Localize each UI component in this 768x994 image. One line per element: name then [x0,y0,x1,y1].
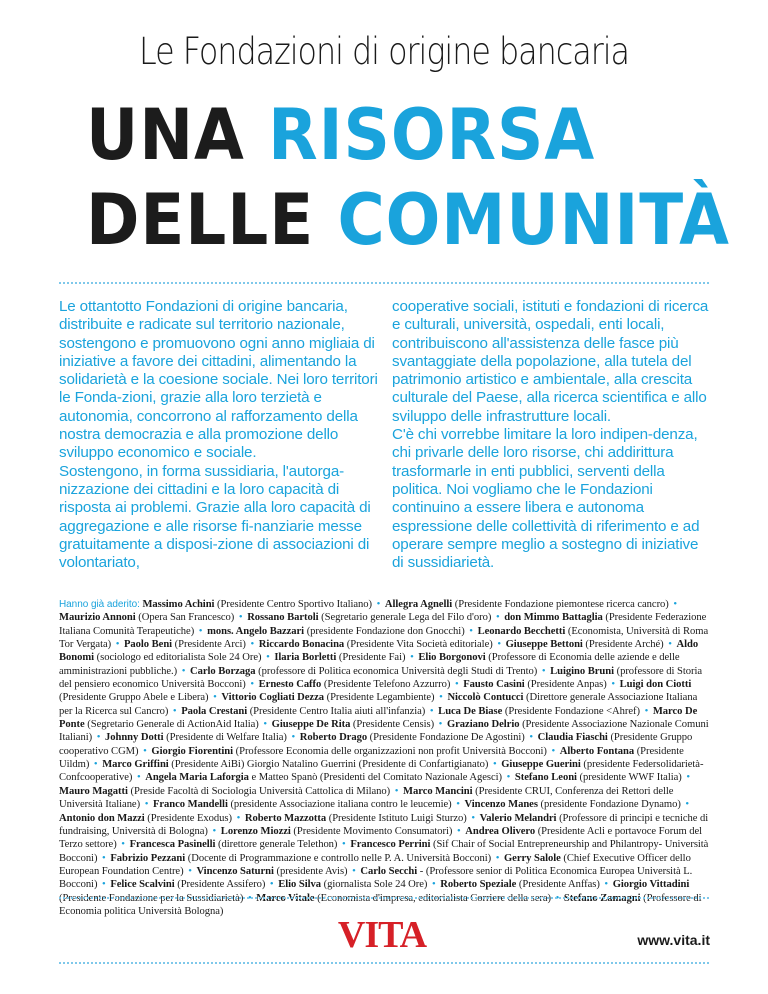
bullet-separator: • [213,692,217,704]
adherent-item [102,759,488,770]
bullet-separator: • [686,772,691,784]
website-link[interactable]: www.vita.it [637,932,710,948]
adherent-role: (Direttore generale Associazione Italiana per la Ricerca sul Cancro) [59,692,698,717]
adherent-role: (Segretario generale Lega del Filo d'oro) [321,612,492,624]
body-paragraph: Le ottantotto Fondazioni di origine bancaria, distribuite e radicate sul territorio nazionale, sostengono e promuovono ogni anno migliaia di iniziative a favore dei cittadini, alimentando la solidarietà e la coesione sociale. Nei loro territori le Fonda-zioni, grazie alla loro terzietà e autonomia, concorrono al rafforzamento della nostra democrazia e alla promozione dello sviluppo economico e sociale. [59,298,378,462]
bullet-separator: • [263,719,268,731]
adherent-role: (Presidente Fondazione De Agostini) [369,732,525,744]
bullet-separator: • [181,665,186,677]
adherent-role: (presidente Avis) [276,865,348,877]
adherent-item [110,853,491,864]
adherent-name: Stefano Zamagni [563,892,641,904]
adherent-role: e Matteo Spanò (Presidenti del Comitato Nazionale Agesci) [251,772,502,784]
adherent-role: - (Professore senior di Politica Economica Europea Università L. Bocconi) [59,865,693,891]
adherent-name: Angela Maria Laforgia [145,772,249,784]
divider-top [59,282,709,284]
bullet-separator: • [291,732,296,744]
headline-risorsa: RISORSA [268,94,596,176]
adherent-name: Vincenzo Manes [464,799,538,811]
adherents-intro: Hanno già aderito: [59,599,140,610]
bullet-separator: • [541,665,546,677]
adherent-item [190,666,537,677]
adherent-role: (Presidente Fai) [338,652,406,664]
adherent-role: (Presidente di Welfare Italia) [166,732,287,744]
bullet-separator: • [238,612,243,624]
adherent-name: Giuseppe Guerini [501,759,581,771]
adherent-item [440,879,600,890]
adherent-role: (presidente Fondazione don Gnocchi) [306,625,465,637]
adherent-name: Antonio don Mazzi [59,812,145,824]
vita-logo-icon [337,907,427,956]
adherent-name: Ilaria Borletti [274,652,337,664]
adherent-role: (presidente Fondazione Dynamo) [540,799,681,811]
adherent-name: Roberto Drago [299,732,368,744]
bullet-separator: • [250,679,255,691]
adherent-item [142,599,372,610]
adherent-name: Riccardo Bonacina [258,639,345,651]
bullet-separator: • [236,812,241,824]
adherent-name: Giorgio Fiorentini [151,745,234,757]
adherent-name: Rossano Bartoli [247,612,319,624]
bullet-separator: • [269,879,274,891]
adherent-name: Massimo Achini [142,599,215,610]
bullet-separator: • [604,879,609,891]
adherent-item [385,599,669,610]
bullet-separator: • [456,825,461,837]
bullet-separator: • [143,745,147,757]
adherent-name: Carlo Borzaga [190,665,256,677]
adherent-name: Carlo Secchi [360,865,418,877]
bullet-separator: • [495,612,500,624]
bullet-separator: • [429,705,434,717]
adherent-item [247,612,491,623]
adherent-name: Fabrizio Pezzani [110,852,186,864]
adherent-name: Luca De Biase [438,705,503,717]
bullet-separator: • [342,839,346,851]
adherent-role: (sociologo ed editorialista Sole 24 Ore) [96,652,262,664]
bullet-separator: • [376,599,381,610]
bullet-separator: • [198,625,203,637]
adherent-name: Fausto Casini [463,679,525,691]
bullet-separator: • [102,852,106,864]
adherent-name: Ernesto Caffo [258,679,322,691]
body-paragraph: cooperative sociali, istituti e fondazioni di ricerca e culturali, università, ospedali, enti locali, contribuiscono all'assistenza delle fasce più svantaggiate della popolazione, alla tutela del patrimonio artistico e ambientale, alla crescita culturale del Paese, alla ricerca scientifica e allo sviluppo delle infrastrutture locali. [392,298,709,425]
adherent-item [59,813,232,824]
bullet-separator: • [144,799,149,811]
adherent-role: (professore di Storia del pensiero economico Università Bocconi) [59,665,703,691]
adherent-role: (professore di Politica economica Università degli Studi di Trento) [258,665,538,677]
adherent-name: Felice Scalvini [110,879,175,891]
headline-comunita: COMUNITÀ [337,179,730,261]
adherent-item [259,639,493,650]
adherent-role: (Presidente Exodus) [147,812,232,824]
adherent-name: Niccolò Contucci [447,692,524,704]
adherent-item [300,732,525,743]
adherent-role: (Presidente AiBi) Giorgio Natalino Guerrini (Presidente di Confartigianato) [171,759,489,771]
bullet-separator: • [644,705,649,717]
vita-logo-text: VITA [337,914,427,956]
bullet-separator: • [102,879,106,891]
adherent-role: (presidente WWF Italia) [579,772,682,784]
adherent-item [124,639,246,650]
adherent-item [153,799,452,810]
adherent-role: (Presidente Anpas) [527,679,607,691]
adherent-role: (Presidente Movimento Consumatori) [293,825,453,837]
adherent-role: (Presidente Istituto Luigi Sturzo) [328,812,467,824]
adherent-role: (Presidente Associazione Nazionale Comuni Italiani) [59,719,709,744]
adherent-name: Maurizio Annoni [59,612,136,624]
adherent-item [245,813,467,824]
adherent-name: Paola Crestani [181,705,248,717]
adherent-name: Marco Vitale [256,892,315,904]
adherent-name: Paolo Beni [124,639,173,651]
headline-una: UNA [86,94,245,176]
adherent-item [145,772,502,783]
adherent-role: (Professore di Economia politica Università Bologna) [59,892,702,917]
adherent-role: (Presidente Fondazione per la Sussidiarietà) [59,892,244,904]
adherent-name: Elio Borgonovi [418,652,486,664]
adherent-role: (Segretario Generale di ActionAid Italia) [87,719,259,731]
bullet-separator: • [266,652,270,664]
adherent-item [59,786,390,797]
adherent-name: Gerry Salole [503,852,561,864]
adherent-name: Elio Silva [278,879,321,891]
adherent-item [151,746,546,757]
bullet-separator: • [454,679,459,691]
headline-line-2 [86,179,730,261]
body-paragraph: Sostengono, in forma sussidiaria, l'autorga-nizzazione dei cittadini e la loro capacità di risposta ai problemi. Grazie alla loro capacità di aggregazione e alle risorse fi-nanziarie messe gratuitamente a disposi-zione di associazioni di volontariato, [59,462,371,572]
headline-delle: DELLE [86,179,315,261]
adherent-role: (Professore di Economia delle aziende e delle amministrazioni pubbliche.) [59,652,680,677]
adherent-name: Alberto Fontana [559,745,635,757]
adherent-item [506,639,664,650]
adherent-item [207,626,465,637]
adherent-role: (Presidente Centro Sportivo Italiano) [217,599,373,610]
adherent-name: Francesca Pasinelli [129,839,216,851]
bullet-separator: • [172,705,177,717]
divider-footer [59,962,709,964]
adherent-item [110,879,265,890]
adherent-name: Marco Griffini [102,759,169,771]
bullet-separator: • [611,679,616,691]
adherent-role: (giornalista Sole 24 Ore) [323,879,428,891]
bullet-separator: • [495,852,500,864]
bullet-separator: • [668,639,672,651]
adherent-item [196,866,347,877]
adherent-name: Franco Mandelli [152,799,228,811]
bullet-separator: • [93,759,98,771]
adherent-role: (Opera San Francesco) [138,612,235,624]
adherent-name: Lorenzo Miozzi [220,825,291,837]
adherent-role: (Sif Chair of Social Entrepreneurship and Philantropy- Università Bocconi) [59,839,709,864]
adherent-item [130,839,338,850]
adherent-name: Giuseppe De Rita [271,719,351,731]
adherent-role: (Presidente Gruppo Abele e Libera) [59,692,209,704]
adherent-name: Luigino Bruni [550,665,614,677]
adherent-role: (Presidente Vita Società editoriale) [346,639,493,651]
divider-bottom [59,897,709,899]
body-column-left [59,298,384,572]
adherent-role: (Presidente Fondazione <Ahref) [504,705,640,717]
bullet-separator: • [529,732,534,744]
adherent-role: (Presidente Assifero) [177,879,266,891]
adherent-role: (Economista, Università di Roma Tor Vergata) [59,625,709,651]
adherent-role: (presidente Associazione italiana contro le leucemie) [230,799,452,811]
adherent-name: mons. Angelo Bazzari [207,625,305,637]
adherent-name: Claudia Fiaschi [537,732,608,744]
bullet-separator: • [247,892,252,904]
adherent-name: Vittorio Cogliati Dezza [221,692,324,704]
adherent-item [465,799,681,810]
bullet-separator: • [250,639,255,651]
adherent-name: Roberto Mazzotta [244,812,327,824]
bullet-separator: • [115,639,120,651]
adherent-role: (Chief Executive Officer dello European Foundation Centre) [59,852,691,877]
bullet-separator: • [555,892,560,904]
adherent-name: Valerio Melandri [479,812,557,824]
adherent-item [259,679,451,690]
adherent-role: (Presidente Legambiente) [326,692,435,704]
adherent-item [274,652,405,663]
body-column-right [392,298,712,572]
body-paragraph: C'è chi vorrebbe limitare la loro indipen-denza, chi privarle delle loro risorse, chi addirittura trasformarle in enti pubblici, serventi della politica. Noi vogliamo che le Fondazioni continuino a essere libera e autonoma espressione delle collettività di riferimento e ad operare sempre meglio a sostegno di iniziative di sussidiarietà. [392,426,700,572]
adherent-name: Marco Mancini [403,785,473,797]
adherent-name: Francesco Perrini [350,839,431,851]
adherents-list [59,598,711,918]
adherent-name: Andrea Olivero [465,825,536,837]
bullet-separator: • [551,745,556,757]
adherent-item [221,692,434,703]
adherent-item [272,719,434,730]
adherent-item [181,706,425,717]
adherent-name: Vincenzo Saturni [196,865,274,877]
bullet-separator: • [685,799,690,811]
bullet-separator: • [469,625,473,637]
adherent-role: (Presidente Federazione Italiana Comunità Terapeutiche) [59,612,707,637]
bullet-separator: • [438,719,443,731]
adherent-name: Johnny Dotti [104,732,164,744]
headline-line-1 [86,94,596,176]
adherent-role: (Presidente Acli e portavoce Forum del Terzo settore) [59,825,703,851]
adherent-name: don Mimmo Battaglia [504,612,603,624]
adherent-item [105,732,287,743]
bullet-separator: • [439,692,443,704]
adherent-role: (Preside Facoltà di Sociologia Università Cattolica di Milano) [130,785,391,797]
adherent-role: (Professore di principi e tecniche di fundraising, Università di Bologna) [59,812,709,837]
adherent-name: Marco De Ponte [59,705,698,731]
adherent-role: (Presidente Arché) [585,639,664,651]
bullet-separator: • [506,772,511,784]
bullet-separator: • [431,879,436,891]
adherent-item [221,826,453,837]
adherent-item [438,706,640,717]
bullet-separator: • [456,799,460,811]
adherent-role: (Presidente Fondazione piemontese ricerca cancro) [454,599,669,610]
adherent-role: (Economista d'impresa, editorialista Corriere della sera) [317,892,551,904]
bullet-separator: • [96,732,101,744]
adherent-role: (presidente Federsolidarietà-Confcooperative) [59,759,704,784]
adherent-name: Allegra Agnelli [384,599,453,610]
adherent-role: (Professore Economia delle organizzazioni non profit Università Bocconi) [235,745,547,757]
bullet-separator: • [121,839,125,851]
adherent-item [278,879,427,890]
adherent-role: (Docente di Programmazione e controllo nelle P. A. Università Bocconi) [187,852,492,864]
adherent-name: Luigi don Ciotti [619,679,692,691]
adherent-item [515,772,682,783]
adherent-name: Giorgio Vittadini [612,879,690,891]
adherent-name: Giuseppe Bettoni [505,639,583,651]
adherent-name: Leonardo Becchetti [477,625,566,637]
bullet-separator: • [394,785,399,797]
adherent-role: (Presidente Gruppo cooperativo CGM) [59,732,693,757]
adherent-role: (Presidente Centro Italia aiuti all'infanzia) [249,705,426,717]
bullet-separator: • [497,639,501,651]
bullet-separator: • [673,599,678,610]
adherent-name: Roberto Speziale [440,879,517,891]
adherent-name: Mauro Magatti [59,785,128,797]
adherent-role: (direttore generale Telethon) [218,839,338,851]
bullet-separator: • [352,865,356,877]
adherent-name: Graziano Delrio [446,719,520,731]
adherent-item [463,679,607,690]
bullet-separator: • [136,772,141,784]
adherent-role: (Presidente Arci) [174,639,246,651]
adherent-role: (Presidente Telefono Azzurro) [323,679,451,691]
adherent-name: Stefano Leoni [514,772,577,784]
adherent-role: (Presidente Censis) [352,719,435,731]
adherent-role: (Presidente Anffas) [518,879,600,891]
bullet-separator: • [188,865,192,877]
kicker-title: Le Fondazioni di origine bancaria [138,30,630,73]
adherent-name: Aldo Bonomi [59,639,699,664]
bullet-separator: • [410,652,414,664]
adherent-role: (Presidente Uildm) [59,745,684,771]
adherent-item [59,612,234,623]
bullet-separator: • [471,812,476,824]
bullet-separator: • [492,759,497,771]
bullet-separator: • [212,825,217,837]
adherent-role: (Presidente CRUI, Conferenza dei Rettori delle Università Italiane) [59,785,674,811]
